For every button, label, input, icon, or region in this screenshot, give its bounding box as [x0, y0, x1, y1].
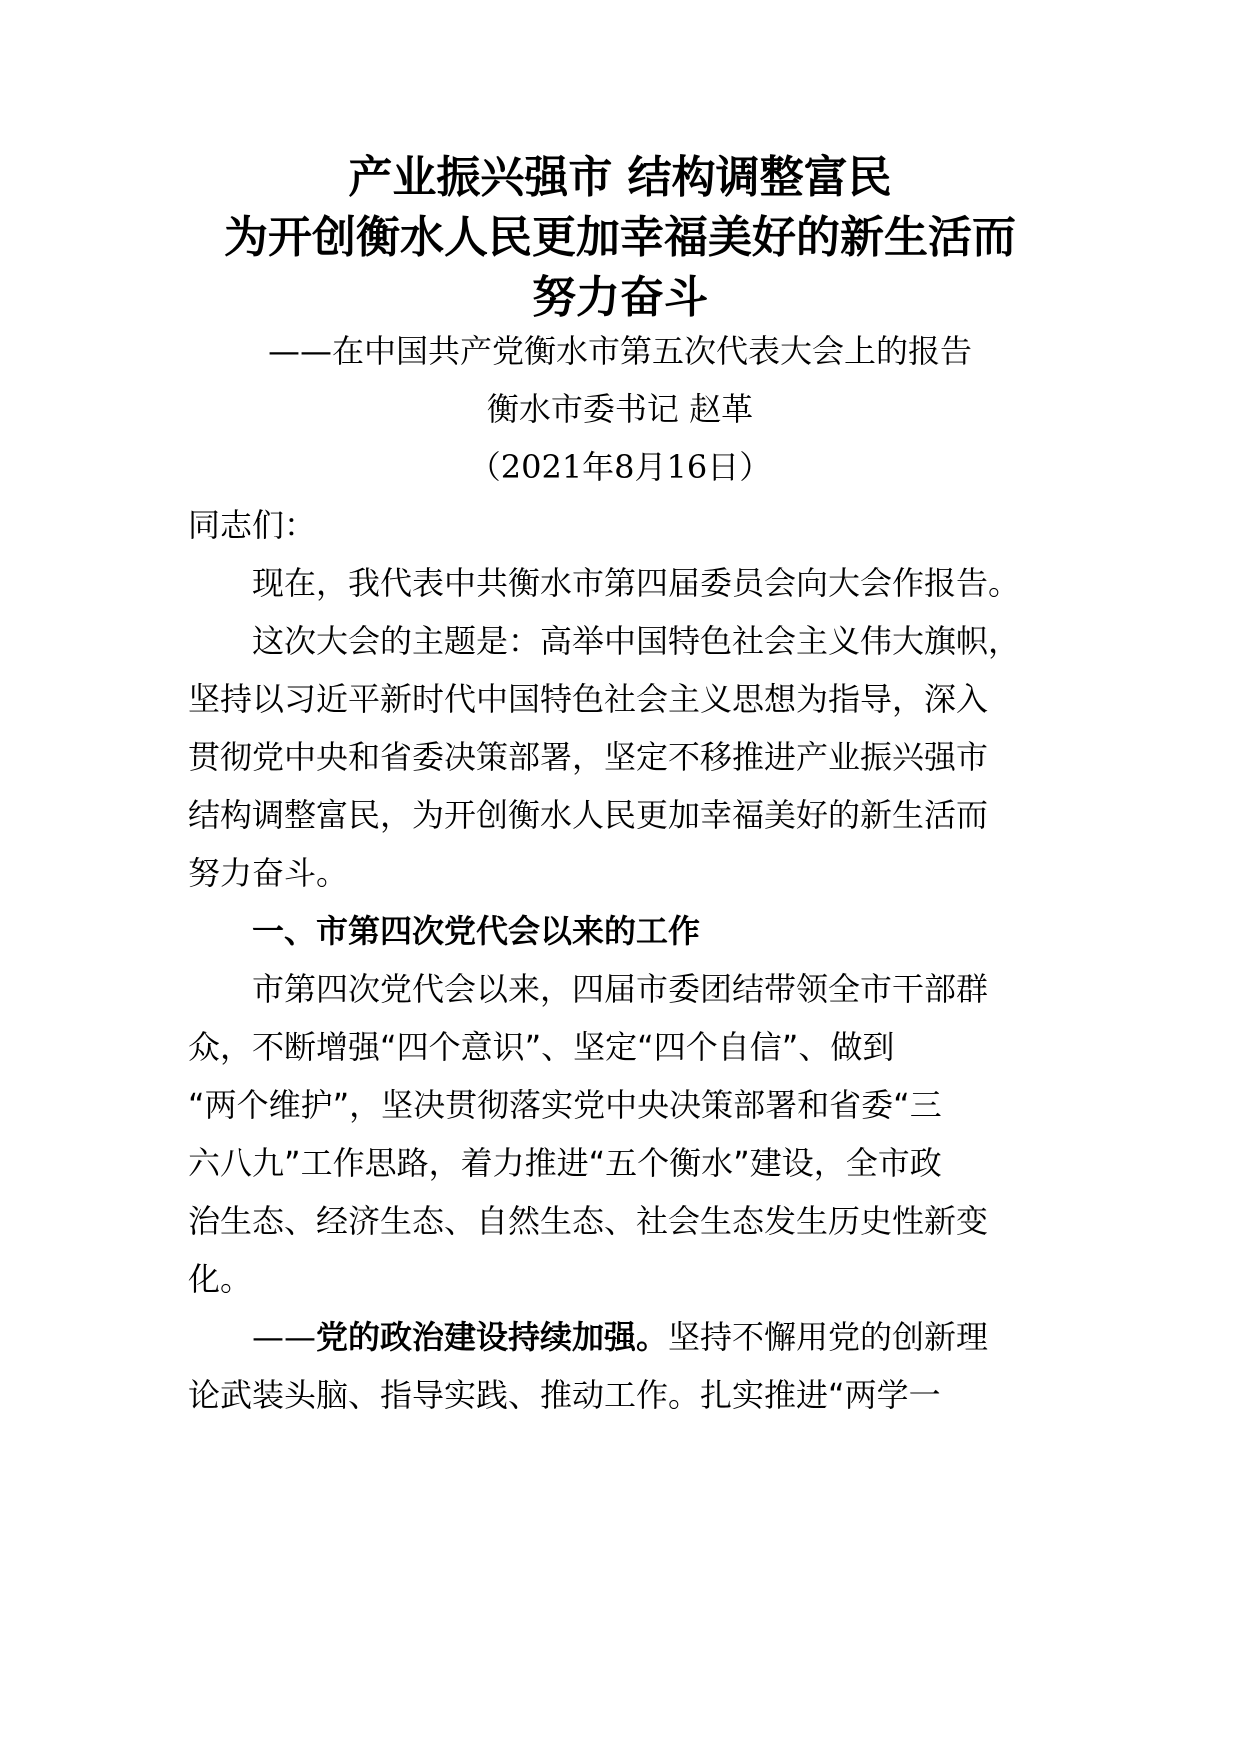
title-line-3: 努力奋斗: [532, 272, 708, 323]
paragraph-2-line-4: 结构调整富民，为开创衡水人民更加幸福美好的新生活而: [188, 796, 989, 834]
paragraph-4-bold-lead: 党的政治建设持续加强。: [316, 1318, 669, 1356]
paragraph-3-line-1: 市第四次党代会以来，四届市委团结带领全市干部群: [252, 970, 989, 1008]
paragraph-2-line-2: 坚持以习近平新时代中国特色社会主义思想为指导，深入: [188, 680, 989, 718]
paragraph-4-line-1-rest: 坚持不懈用党的创新理: [668, 1318, 989, 1356]
paragraph-1: 现在，我代表中共衡水市第四届委员会向大会作报告。: [252, 564, 1021, 602]
paragraph-3-line-5: 治生态、经济生态、自然生态、社会生态发生历史性新变: [188, 1202, 989, 1240]
date-line: （2021年8月16日）: [468, 448, 772, 486]
paragraph-3-line-6: 化。: [188, 1260, 253, 1298]
subtitle: ——在中国共产党衡水市第五次代表大会上的报告: [267, 332, 972, 370]
paragraph-3-line-4: 六八九”工作思路，着力推进“五个衡水”建设，全市政: [188, 1144, 942, 1182]
salutation: 同志们：: [188, 506, 317, 544]
paragraph-4-line-2: 论武装头脑、指导实践、推动工作。扎实推进“两学一: [188, 1376, 941, 1414]
title-line-1: 产业振兴强市 结构调整富民: [348, 152, 892, 203]
em-dash: ——: [252, 1318, 316, 1356]
paragraph-2-line-3: 贯彻党中央和省委决策部署，坚定不移推进产业振兴强市: [188, 738, 989, 776]
paragraph-4-line-1: [252, 1317, 988, 1357]
title-line-2: 为开创衡水人民更加幸福美好的新生活而: [224, 212, 1016, 263]
paragraph-2-line-5: 努力奋斗。: [188, 854, 349, 892]
author-line: 衡水市委书记 赵革: [486, 390, 754, 428]
section-heading-1: 一、市第四次党代会以来的工作: [252, 912, 701, 950]
paragraph-3-line-2: 众，不断增强“四个意识”、坚定“四个自信”、做到: [188, 1028, 895, 1066]
paragraph-3-line-3: “两个维护”，坚决贯彻落实党中央决策部署和省委“三: [188, 1086, 942, 1124]
paragraph-2-line-1: 这次大会的主题是：高举中国特色社会主义伟大旗帜，: [252, 622, 1021, 660]
